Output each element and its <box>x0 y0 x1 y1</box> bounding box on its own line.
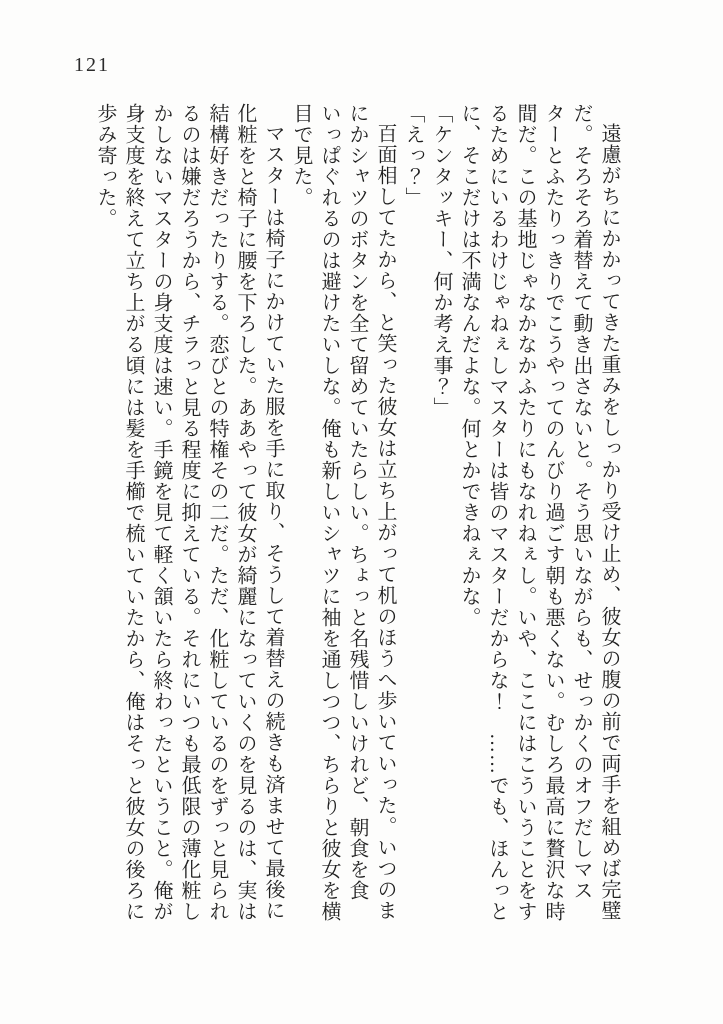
body-text <box>91 103 623 925</box>
dialogue-paragraph: 「えっ？」 <box>402 103 424 208</box>
page-number: 121 <box>74 54 110 76</box>
narrative-paragraph: マスターは椅子にかけていた服を手に取り、そうして着替えの続きも済ませて最後に化粧をと椅子に腰を下ろした。ああやって彼女が綺麗になっていくのを見るのは、実は結構好きだったりする。恋びとの特権その二だ。ただ、化粧しているのをずっと見られるのは嫌だろうから、チラっと見る程度に抑えている。それにいつも最低限の薄化粧しかしないマスターの身支度は速い。手鏡を見て軽く頷いたら終わったということ。俺が身支度を終えて立ち上がる頃には髪を手櫛で梳いていたから、俺はそっと彼女の後ろに歩み寄った。 <box>94 103 284 922</box>
narrative-paragraph: 遠慮がちにかかってきた重みをしっかり受け止め、彼女の腹の前で両手を組めば完璧だ。そろそろ着替えて動き出さないと。そう思いながらも、せっかくのオフだしマスターとふたりっきりでこうやってのんびり過ごす朝も悪くない。むしろ最高に贅沢な時間だ。この基地じゃなかなかふたりにもなれねぇし。いや、ここにはこういうことをするためにいるわけじゃねぇしマスターは皆のマスターだからな！ ……でも、ほんっとに、そこだけは不満なんだよな。何とかできねぇかな。 <box>458 103 620 922</box>
narrative-paragraph: 百面相してたから、と笑った彼女は立ち上がって机のほうへ歩いていった。いつのまにかシャツのボタンを全て留めていたらしい。ちょっと名残惜しいけれど、朝食を食いっぱぐれるのは避けたいしな。俺も新しいシャツに袖を通しつつ、ちらりと彼女を横目で見た。 <box>290 103 396 922</box>
dialogue-paragraph: 「ケンタッキー、何か考え事？」 <box>430 103 452 418</box>
